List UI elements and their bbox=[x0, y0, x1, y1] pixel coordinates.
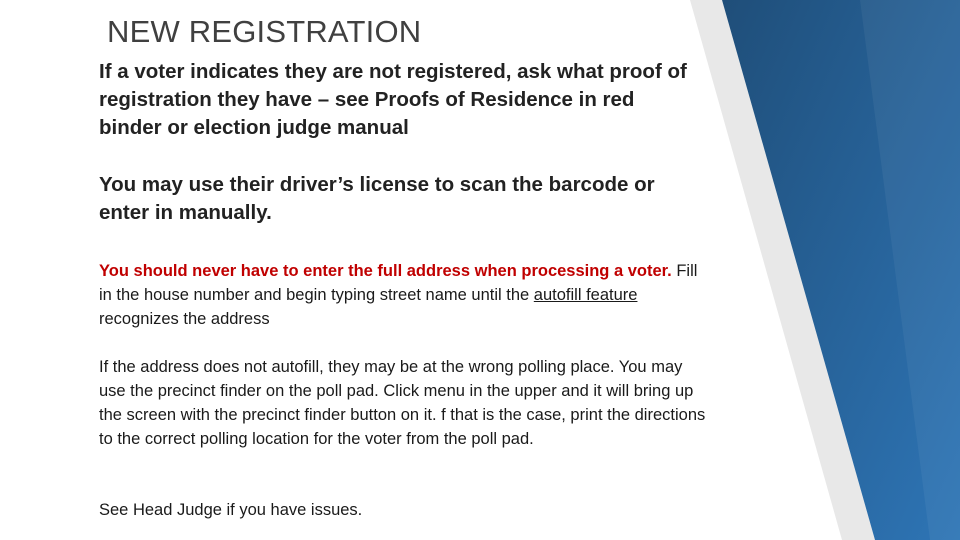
paragraph-proof-of-registration: If a voter indicates they are not registered, ask what proof of registration they have – see Proofs of Residence in red binder or election judge manual bbox=[99, 60, 687, 139]
instruction-text: Fill in the house number and begin typing street name until the bbox=[99, 262, 698, 304]
instruction-text-end: recognizes the address bbox=[99, 310, 270, 328]
paragraph-drivers-license: You may use their driver’s license to scan the barcode or enter in manually. bbox=[99, 173, 655, 224]
autofill-feature-text: autofill feature bbox=[533, 286, 638, 304]
paragraph-address-entry bbox=[99, 259, 699, 331]
slide-title: NEW REGISTRATION bbox=[107, 14, 422, 49]
warning-text: You should never have to enter the full address when processing a voter. bbox=[99, 262, 672, 280]
paragraph-precinct-finder: If the address does not autofill, they may be at the wrong polling place. You may use the precinct finder on the poll pad. Click menu in the upper and it will bring up the screen with the precinct finder button on it. f that is the case, print the directions to the correct polling location for the voter from the poll pad. bbox=[99, 358, 706, 448]
paragraph-head-judge: See Head Judge if you have issues. bbox=[99, 501, 363, 519]
